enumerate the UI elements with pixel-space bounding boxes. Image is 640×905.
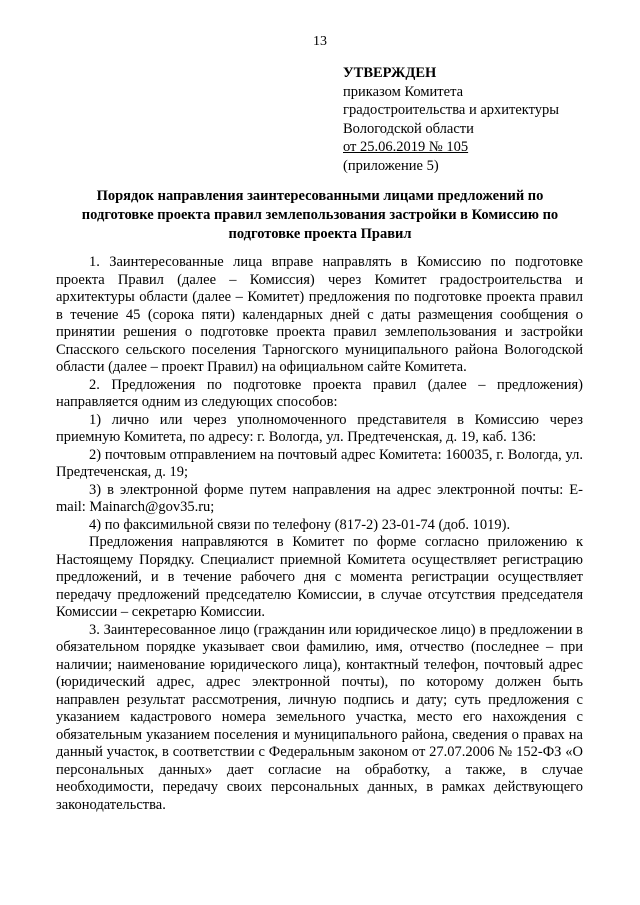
approval-line: Вологодской области (343, 120, 474, 137)
title-line: подготовке проекта правил землепользования застройки в Комиссию по (81, 207, 559, 223)
approval-order-number: от 25.06.2019 № 105 (343, 139, 469, 155)
document-title (50, 187, 590, 244)
approval-line: приказом Комитета (343, 83, 464, 100)
title-line: Порядок направления заинтересованными лицами предложений по (96, 188, 544, 204)
page-number: 13 (313, 34, 327, 49)
paragraph: Предложения направляются в Комитет по форме согласно приложению к Настоящему Порядку. Специалист приемной Комитета осуществляет регистрацию предложений, и в течение рабочего дня с момента регистрации осуществляет передачу предложений председателю Комиссии, в случае отсутствия председателя Комиссии – секретарю Комиссии. (56, 534, 583, 620)
paragraph: 1. Заинтересованные лица вправе направлять в Комиссию по подготовке проекта Правил (далее – Комиссия) через Комитет градостроительства и архитектуры области (далее – Комитет) предложения по подготовке проекта правил в течение 45 (сорока пяти) календарных дней с даты размещения сообщения о принятии решения о подготовке проекта правил землепользования и застройки Спасского сельского поселения Тарногского муниципального района Вологодской области (далее – проект Правил) на официальном сайте Комитета. (56, 254, 583, 375)
paragraph: 3) в электронной форме путем направления на адрес электронной почты: E-mail: Mainarch@gov35.ru; (56, 481, 583, 515)
document-body (56, 254, 583, 814)
paragraph: 4) по факсимильной связи по телефону (817-2) 23-01-74 (доб. 1019). (89, 516, 511, 533)
title-line: подготовке проекта Правил (228, 226, 412, 242)
approval-heading: УТВЕРЖДЕН (343, 65, 437, 81)
approval-attachment: (приложение 5) (343, 157, 439, 174)
approval-line: градостроительства и архитектуры (343, 102, 560, 118)
approval-block (343, 64, 559, 175)
paragraph: 1) лично или через уполномоченного представителя в Комиссию через приемную Комитета, по адресу: г. Вологда, ул. Предтеченская, д. 19, каб. 136: (56, 411, 583, 445)
paragraph: 2) почтовым отправлением на почтовый адрес Комитета: 160035, г. Вологда, ул. Предтеченская, д. 19; (56, 446, 583, 480)
paragraph: 3. Заинтересованное лицо (гражданин или юридическое лицо) в предложении в обязательном порядке указывает свои фамилию, имя, отчество (последнее – при наличии; наименование юридического лица), контактный телефон, почтовый адрес (юридический адрес, адрес электронной почты), по которому должен быть направлен результат рассмотрения, личную подпись и дату; суть предложения с указанием кадастрового номера земельного участка, место его нахождения с обязательным указанием поселения и муниципального района, сведения о правах на данный участок, в соответствии с Федеральным законом от 27.07.2006 № 152-ФЗ «О персональных данных» дает согласие на обработку, а также, в случае необходимости, передачу своих персональных данных, в рамках действующего законодательства. (56, 621, 583, 813)
paragraph: 2. Предложения по подготовке проекта правил (далее – предложения) направляется одним из следующих способов: (56, 376, 583, 410)
